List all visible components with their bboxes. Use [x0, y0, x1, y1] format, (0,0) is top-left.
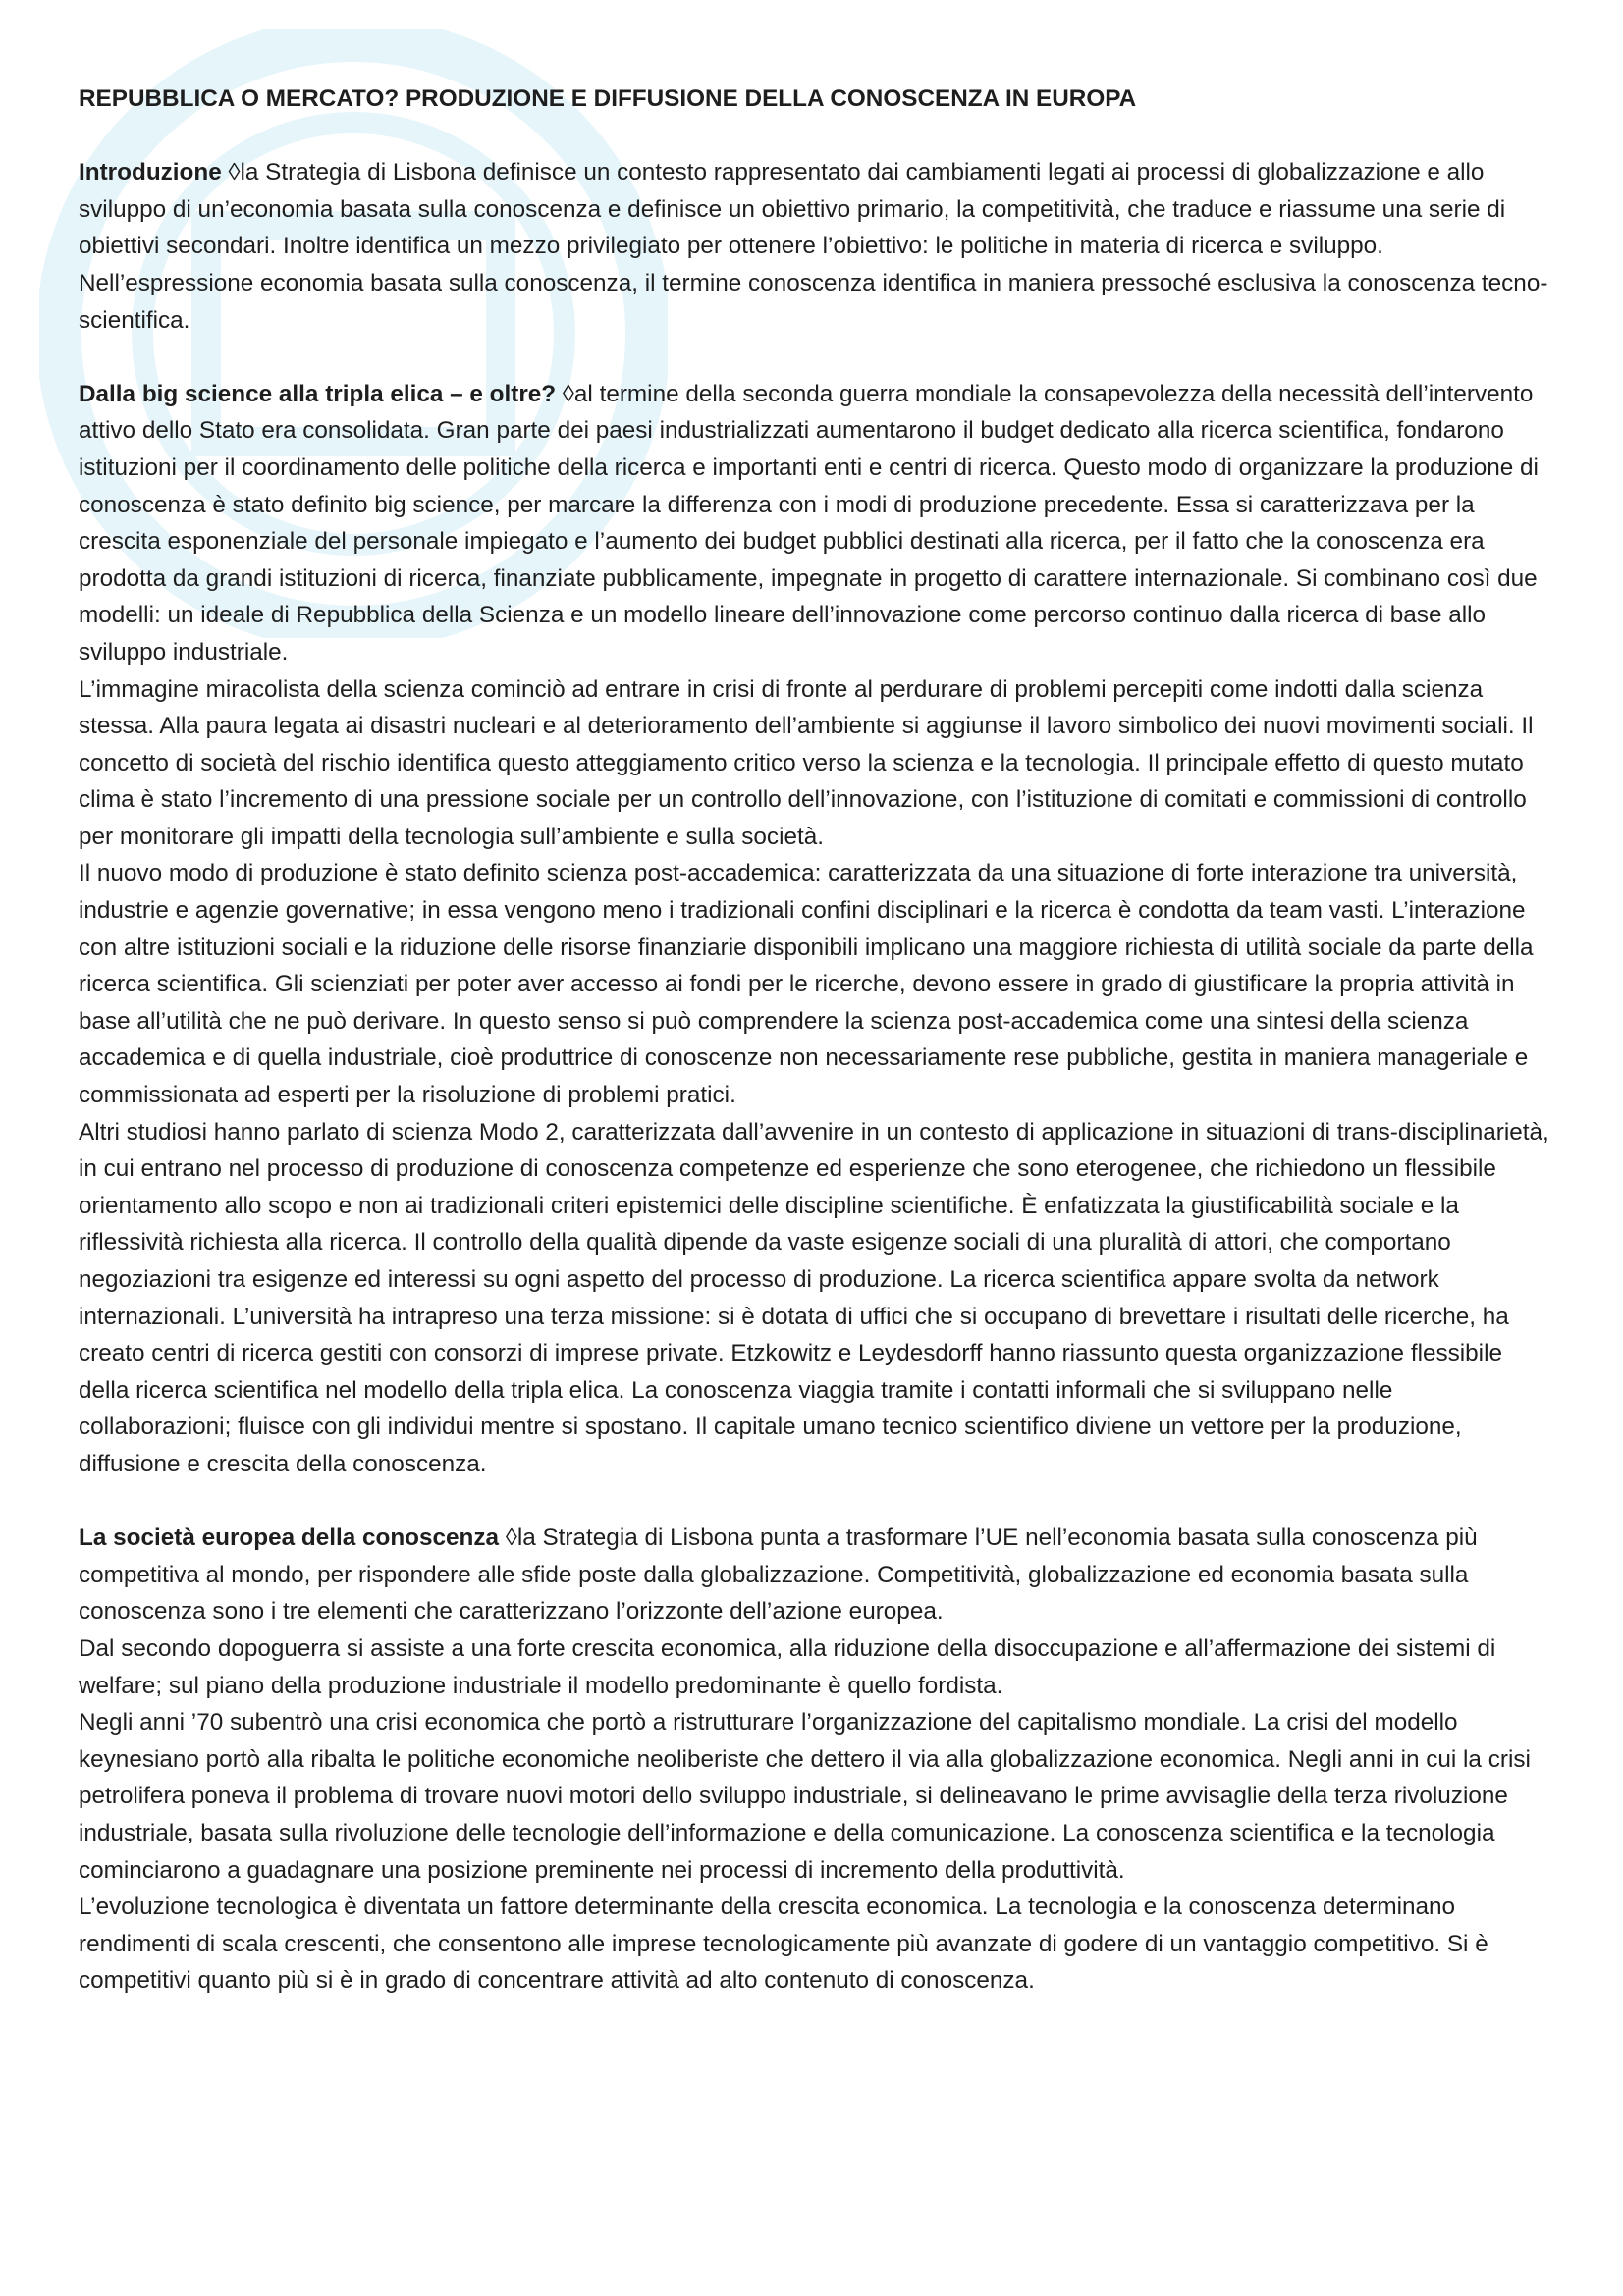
- paragraph: [79, 1520, 1551, 1630]
- paragraph: L’evoluzione tecnologica è diventata un fattore determinante della crescita economica. La tecnologia e la conoscenza determinano rendimenti di scala crescenti, che consentono alle imprese tecnologicamente più avanzate di godere di un vantaggio competitivo. Si è competitivi quanto più si è in grado di concentrare attività ad alto contenuto di conoscenza.: [79, 1894, 1488, 1995]
- paragraph-text: ◊al termine della seconda guerra mondiale la consapevolezza della necessità dell’intervento attivo dello Stato era consolidata. Gran parte dei paesi industrializzati aumentarono il budget dedicato alla ricerca scientifica, fondarono istituzioni per il coordinamento delle politiche della ricerca e importanti enti e centri di ricerca. Questo modo di organizzare la produzione di conoscenza è stato definito big science, per marcare la differenza con i modi di produzione precedente. Essa si caratterizzava per la crescita esponenziale del personale impiegato e l’aumento dei budget pubblici destinati alla ricerca, per il fatto che la conoscenza era prodotta da grandi istituzioni di ricerca, finanziate pubblicamente, impegnate in progetto di carattere internazionale. Si combinano così due modelli: un ideale di Repubblica della Scienza e un modello lineare dell’innovazione come percorso continuo dalla ricerca di base allo sviluppo industriale.: [79, 380, 1539, 666]
- paragraph: Dal secondo dopoguerra si assiste a una forte crescita economica, alla riduzione della disoccupazione e all’affermazione dei sistemi di welfare; sul piano della produzione industriale il modello predominante è quello fordista.: [79, 1634, 1496, 1699]
- section-gap: [79, 339, 1551, 376]
- paragraph: Altri studiosi hanno parlato di scienza Modo 2, caratterizzata dall’avvenire in un contesto di applicazione in situazioni di trans-disciplinarietà, in cui entrano nel processo di produzione di conoscenza competenze ed esperienze che sono eterogenee, che richiedono un flessibile orientamento allo scopo e non ai tradizionali criteri epistemici delle discipline scientifiche. È enfatizzata la giustificabilità sociale e la riflessività richiesta alla ricerca. Il controllo della qualità dipende da vaste esigenze sociali di una pluralità di attori, che comportano negoziazioni tra esigenze ed interessi su ogni aspetto del processo di produzione. La ricerca scientifica appare svolta da network internazionali. L’università ha intrapreso una terza missione: si è dotata di uffici che si occupano di brevettare i risultati delle ricerche, ha creato centri di ricerca gestiti con consorzi di imprese private. Etzkowitz e Leydesdorff hanno riassunto questa organizzazione flessibile della ricerca scientifica nel modello della tripla elica. La conoscenza viaggia tramite i contatti informali che si sviluppano nelle collaborazioni; fluisce con gli individui mentre si spostano. Il capitale umano tecnico scientifico diviene un vettore per la produzione, diffusione e crescita della conoscenza.: [79, 1118, 1549, 1477]
- paragraph-text: ◊la Strategia di Lisbona punta a trasformare l’UE nell’economia basata sulla conoscenza più competitiva al mondo, per rispondere alle sfide poste dalla globalizzazione. Competitività, globalizzazione ed economia basata sulla conoscenza sono i tre elementi che caratterizzano l’orizzonte dell’azione europea.: [79, 1524, 1478, 1626]
- document-title: REPUBBLICA O MERCATO? PRODUZIONE E DIFFUSIONE DELLA CONOSCENZA IN EUROPA: [79, 85, 1137, 112]
- paragraph-text: ◊la Strategia di Lisbona definisce un contesto rappresentato dai cambiamenti legati ai processi di globalizzazione e allo sviluppo di un’economia basata sulla conoscenza e definisce un obiettivo primario, la competitività, che traduce e riassume una serie di obiettivi secondari. Inoltre identifica un mezzo privilegiato per ottenere l’obiettivo: le politiche in materia di ricerca e sviluppo. Nell’espressione economia basata sulla conoscenza, il termine conoscenza identifica in maniera pressoché esclusiva la conoscenza tecno-scientifica.: [79, 159, 1548, 334]
- paragraph: Negli anni ’70 subentrò una crisi economica che portò a ristrutturare l’organizzazione del capitalismo mondiale. La crisi del modello keynesiano portò alla ribalta le politiche economiche neoliberiste che dettero il via alla globalizzazione economica. Negli anni in cui la crisi petrolifera poneva il problema di trovare nuovi motori dello sviluppo industriale, si delineavano le prime avvisaglie della terza rivoluzione industriale, basata sulla rivoluzione delle tecnologie dell’informazione e della comunicazione. La conoscenza scientifica e la tecnologia cominciarono a guadagnare una posizione preminente nei processi di incremento della produttività.: [79, 1709, 1531, 1884]
- section-societa-europea: [79, 1520, 1551, 2000]
- section-big-science: [79, 376, 1551, 1483]
- section-heading: La società europea della conoscenza: [79, 1524, 500, 1552]
- document-body: [79, 80, 1551, 2000]
- section-introduzione: [79, 154, 1551, 339]
- section-heading: Dalla big science alla tripla elica – e oltre?: [79, 380, 557, 407]
- paragraph: Il nuovo modo di produzione è stato definito scienza post-accademica: caratterizzata da una situazione di forte interazione tra università, industrie e agenzie governative; in essa vengono meno i tradizionali confini disciplinari e la ricerca è condotta da team vasti. L’interazione con altre istituzioni sociali e la riduzione delle risorse finanziarie disponibili implicano una maggiore richiesta di utilità sociale da parte della ricerca scientifica. Gli scienziati per poter aver accesso ai fondi per le ricerche, devono essere in grado di giustificare la propria attività in base all’utilità che ne può derivare. In questo senso si può comprendere la scienza post-accademica come una sintesi della scienza accademica e di quella industriale, cioè produttrice di conoscenze non necessariamente rese pubbliche, gestita in maniera manageriale e commissionata ad esperti per la risoluzione di problemi pratici.: [79, 860, 1534, 1109]
- section-gap: [79, 1483, 1551, 1521]
- paragraph: [79, 154, 1551, 339]
- section-heading: Introduzione: [79, 159, 222, 187]
- paragraph: [79, 376, 1551, 671]
- paragraph: L’immagine miracolista della scienza cominciò ad entrare in crisi di fronte al perdurare di problemi percepiti come indotti dalla scienza stessa. Alla paura legata ai disastri nucleari e al deterioramento dell’ambiente si aggiunse il lavoro simbolico dei nuovi movimenti sociali. Il concetto di società del rischio identifica questo atteggiamento critico verso la scienza e la tecnologia. Il principale effetto di questo mutato clima è stato l’incremento di una pressione sociale per un controllo dell’innovazione, con l’istituzione di comitati e commissioni di controllo per monitorare gli impatti della tecnologia sull’ambiente e sulla società.: [79, 675, 1534, 850]
